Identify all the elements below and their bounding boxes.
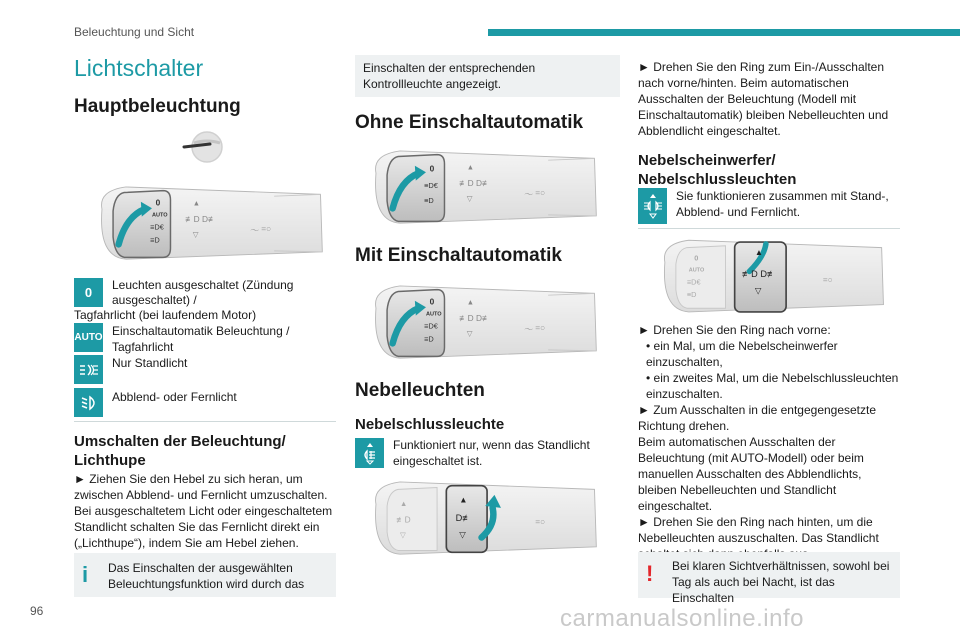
info-note xyxy=(74,553,336,597)
svg-text:▽: ▽ xyxy=(459,529,466,540)
svg-text:≢D: ≢D xyxy=(396,514,411,525)
info-note-continued xyxy=(355,55,620,97)
symbol-text: ausgeschaltet) / xyxy=(112,293,197,307)
divider xyxy=(638,228,900,229)
stalk-with-auto-illustration xyxy=(363,282,613,364)
info-note-continued-text: Einschalten der entsprechenden Kontrollleuchte angezeigt. xyxy=(363,61,536,91)
svg-text:▽: ▽ xyxy=(466,328,473,338)
lighting-stalk-illustration xyxy=(89,180,339,268)
heading-with-auto: Mit Einschaltautomatik xyxy=(355,245,562,266)
svg-text:0: 0 xyxy=(429,296,435,307)
heading-switch-lighting: Umschalten der Beleuchtung/ Lichthupe xyxy=(74,433,286,469)
warning-note-text: Bei klaren Sichtverhältnissen, sowohl bei Tag als auch bei Nacht, ist das Einschalten xyxy=(672,559,890,605)
svg-text:▽: ▽ xyxy=(400,530,406,540)
svg-text:▲: ▲ xyxy=(459,494,468,505)
svg-text:≢D D≢: ≢D D≢ xyxy=(459,178,491,189)
svg-text:AUTO: AUTO xyxy=(688,267,705,274)
symbol-text: Leuchten ausgeschaltet (Zündung xyxy=(112,278,294,292)
svg-text:≡D€: ≡D€ xyxy=(424,181,438,190)
svg-text:▲: ▲ xyxy=(400,499,408,509)
heading-without-auto: Ohne Einschaltautomatik xyxy=(355,112,584,133)
svg-text:=○: =○ xyxy=(822,275,833,285)
svg-text:▽: ▽ xyxy=(192,229,199,239)
svg-text:▲: ▲ xyxy=(466,297,475,307)
svg-text:=○: =○ xyxy=(535,516,546,527)
heading-rear-fog: Nebelschlussleuchte xyxy=(355,416,505,433)
svg-text:≢D D≢: ≢D D≢ xyxy=(185,214,217,225)
heading-front-fog: Nebelscheinwerfer/ Nebelschlussleuchten xyxy=(638,152,797,188)
svg-text:0: 0 xyxy=(429,163,435,174)
stalk-rear-fog-illustration xyxy=(363,478,613,560)
symbol-text: Abblend- oder Fernlicht xyxy=(112,390,237,404)
svg-text:AUTO: AUTO xyxy=(151,212,168,219)
svg-text:≢D D≢: ≢D D≢ xyxy=(459,313,491,324)
warning-exclamation-icon: ! xyxy=(646,561,654,586)
svg-text:▽: ▽ xyxy=(754,286,762,296)
zero-symbol-icon: 0 xyxy=(74,278,103,307)
svg-text:≡D: ≡D xyxy=(424,195,434,205)
svg-text:≡D: ≡D xyxy=(150,235,160,245)
divider xyxy=(74,421,336,422)
running-header: Beleuchtung und Sicht xyxy=(74,25,195,39)
step-text: ► Drehen Sie den Ring nach hinten, um die Nebelleuchten auszuschalten. Das Standlicht xyxy=(638,515,879,545)
switch-lighting-text: ► Ziehen Sie den Hebel zu sich heran, um zwischen Abblend- und Fernlicht umzuschalten. Bei ausgeschaltetem Licht oder eingeschaltetem Standlicht schalten Sie das Fernlicht direkt ein („Lichthupe“), indem Sie am Hebel ziehen. xyxy=(74,472,333,550)
rear-fog-icon xyxy=(355,438,384,468)
header-accent-bar xyxy=(488,29,960,36)
step-text: ► Zum Ausschalten in die entgegengesetzte Richtung drehen. xyxy=(638,403,877,433)
svg-text:≡D€: ≡D€ xyxy=(150,222,164,232)
svg-text:0: 0 xyxy=(155,197,161,208)
symbol-text: Tagfahrlicht (bei laufendem Motor) xyxy=(74,308,257,322)
page-number: 96 xyxy=(30,604,44,618)
svg-text:≡D: ≡D xyxy=(686,290,697,300)
front-fog-text: Sie funktionieren zusammen mit Stand-, Abblend- und Fernlicht. xyxy=(676,189,889,219)
symbol-text: Nur Standlicht xyxy=(112,356,188,370)
ring-text: ► Drehen Sie den Ring zum Ein-/Ausschalten nach vorne/hinten. Beim automatischen Ausschalten der Beleuchtung (Modell mit Einschaltautomatik) bleiben Nebelleuchten und Abblendlicht eingeschaltet. xyxy=(638,60,889,138)
page-title: Lichtschalter xyxy=(74,55,204,81)
dipped-beam-icon xyxy=(74,388,103,417)
steering-wheel-icon xyxy=(182,127,228,165)
plain-text: Beim automatischen Ausschalten der Beleuchtung (mit AUTO-Modell) oder beim manuellen Ausschalten des Abblendlichts, bleiben Nebelleuchten und Standlicht eingeschaltet. xyxy=(638,435,864,513)
stalk-without-auto-illustration xyxy=(363,147,613,229)
svg-text:≡D: ≡D xyxy=(424,334,434,344)
svg-text:▽: ▽ xyxy=(466,193,473,203)
fog-steps xyxy=(638,322,900,562)
step-text: ► Drehen Sie den Ring nach vorne: xyxy=(638,323,831,337)
stalk-front-fog-illustration xyxy=(652,236,900,318)
symbol-text: Einschaltautomatik Beleuchtung / xyxy=(112,324,290,338)
svg-text:0: 0 xyxy=(694,253,699,263)
warning-note xyxy=(638,552,900,605)
svg-text:▲: ▲ xyxy=(192,198,201,208)
svg-text:▲: ▲ xyxy=(466,162,475,172)
symbol-text: Tagfahrlicht xyxy=(112,340,174,354)
svg-text:≢D D≢: ≢D D≢ xyxy=(742,269,777,279)
svg-text:≡D€: ≡D€ xyxy=(686,277,701,287)
section-title-main-lighting: Hauptbeleuchtung xyxy=(74,96,241,117)
side-lights-icon xyxy=(74,355,103,384)
info-note-text: Das Einschalten der ausgewählten Beleuchtungsfunktion wird durch das xyxy=(108,561,305,591)
bullet-text: • ein Mal, um die Nebelscheinwerfer einzuschalten, xyxy=(646,339,838,369)
heading-fog-lights: Nebelleuchten xyxy=(355,380,485,401)
bullet-text: • ein zweites Mal, um die Nebelschlussleuchten einzuschalten. xyxy=(646,371,899,401)
front-fog-icon xyxy=(638,188,667,224)
rear-fog-text: Funktioniert nur, wenn das Standlicht eingeschaltet ist. xyxy=(393,438,590,468)
info-icon: i xyxy=(82,562,89,587)
svg-text:D≢: D≢ xyxy=(455,512,472,523)
svg-text:≡D€: ≡D€ xyxy=(424,321,438,331)
auto-symbol-icon: AUTO xyxy=(74,323,103,352)
svg-text:▲: ▲ xyxy=(754,247,764,257)
svg-text:AUTO: AUTO xyxy=(425,311,442,318)
watermark: carmanualsonline.info xyxy=(560,605,804,632)
